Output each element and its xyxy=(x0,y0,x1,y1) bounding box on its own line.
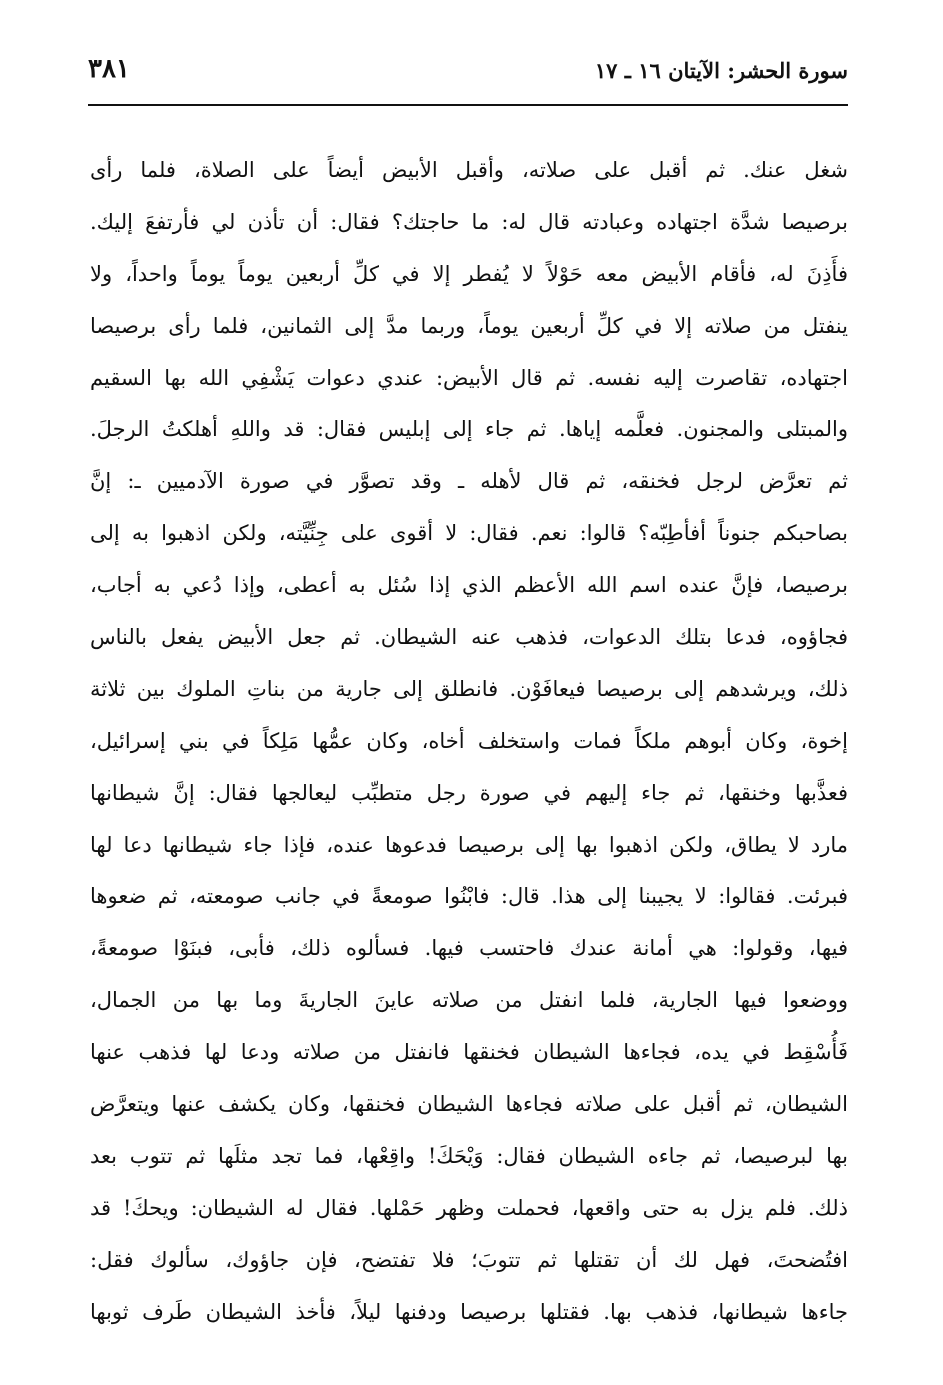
text-line-5: اجتهاده، تقاصرت إليه نفسه. ثم قال الأبيض: عندي دعوات يَشْفِي الله بها السقيم xyxy=(90,365,848,390)
running-header-title: سورة الحشر: الآيتان ١٦ ـ ١٧ xyxy=(594,58,848,83)
text-line-18: فَأُسْقِط في يده، فجاءها الشيطان فخنقها فانفتل من صلاته ودعا لها فذهب عنها xyxy=(90,1040,848,1065)
text-line-6: والمبتلى والمجنون. فعلَّمه إياها. ثم جاء إلى إبليس فقال: قد واللهِ أهلكتُ الرجلَ. xyxy=(90,417,848,442)
text-line-13: فعذَّبها وخنقها، ثم جاء إليهم في صورة رجل متطبِّب ليعالجها فقال: إنَّ شيطانها xyxy=(90,780,848,805)
text-line-8: بصاحبكم جنوناً أفأطِبّه؟ قالوا: نعم. فقال: لا أقوى على جِنِّيَّته، ولكن اذهبوا به إلى xyxy=(90,521,848,546)
body-text xyxy=(90,145,848,1338)
text-line-23: جاءها شيطانها، فذهب بها. فقتلها برصيصا ودفنها ليلاً، فأخذ الشيطان طَرف ثوبها xyxy=(90,1299,848,1324)
text-line-22: افتُضحتَ، فهل لك أن تقتلها ثم تتوبَ؛ فلا تفتضح، فإن جاؤوك، سألوك فقل: xyxy=(90,1247,848,1272)
text-line-17: ووضعوا فيها الجارية، فلما انفتل من صلاته عاينَ الجاريةَ وما بها من الجمال، xyxy=(90,988,848,1013)
text-line-4: ينفتل من صلاته إلا في كلِّ أربعين يوماً، وربما مدَّ إلى الثمانين، فلما رأى برصيصا xyxy=(90,313,848,338)
text-line-16: فيها، وقولوا: هي أمانة عندك فاحتسب فيها. فسألوه ذلك، فأبى، فبنَوْا صومعةً، xyxy=(90,936,848,961)
text-line-11: ذلك، ويرشدهم إلى برصيصا فيعافَوْن. فانطلق إلى جارية من بناتِ الملوك بين ثلاثة xyxy=(90,676,848,701)
header-divider xyxy=(88,104,848,106)
text-line-7: ثم تعرَّض لرجل فخنقه، ثم قال لأهله ـ وقد تصوَّر في صورة الآدميين ـ: إنَّ xyxy=(90,469,848,494)
text-line-19: الشيطان، ثم أقبل على صلاته فجاءها الشيطان فخنقها، وكان يكشف عنها ويتعرَّض xyxy=(90,1092,848,1117)
text-line-20: بها لبرصيصا، ثم جاءه الشيطان فقال: وَيْحَكَ! واقِعْها، فما تجد مثلَها ثم تتوب بعد xyxy=(90,1143,848,1168)
running-header xyxy=(88,50,848,98)
text-line-15: فبرئت. فقالوا: لا يجيبنا إلى هذا. قال: فابْنُوا صومعةً في جانب صومعته، ثم ضعوها xyxy=(90,884,848,909)
text-line-21: ذلك. فلم يزل به حتى واقعها، فحملت وظهر حَمْلها. فقال له الشيطان: ويحكَ! قد xyxy=(90,1195,848,1220)
text-line-3: فأَذِنَ له، فأقام الأبيض معه حَوْلاً لا يُفطر إلا في كلِّ أربعين يوماً يوماً واحداً، ولا xyxy=(90,261,848,286)
text-line-14: مارد لا يطاق، ولكن اذهبوا بها إلى برصيصا فدعوها عنده، فإذا جاء شيطانها دعا لها xyxy=(90,832,848,857)
text-line-12: إخوة، وكان أبوهم ملكاً فمات واستخلف أخاه، وكان عمُّها مَلِكاً في بني إسرائيل، xyxy=(90,728,848,753)
text-line-2: برصيصا شدَّة اجتهاده وعبادته قال له: ما حاجتك؟ فقال: أن تأذن لي فأرتفعَ إليك. xyxy=(90,209,848,234)
text-line-1: شغل عنك. ثم أقبل على صلاته، وأقبل الأبيض أيضاً على الصلاة، فلما رأى xyxy=(90,158,848,182)
text-line-10: فجاؤوه، فدعا بتلك الدعوات، فذهب عنه الشيطان. ثم جعل الأبيض يفعل بالناس xyxy=(90,625,848,650)
text-line-9: برصيصا، فإنَّ عنده اسم الله الأعظم الذي إذا سُئل به أعطى، وإذا دُعي به أجاب، xyxy=(90,573,848,598)
page-number: ٣٨١ xyxy=(88,54,130,84)
